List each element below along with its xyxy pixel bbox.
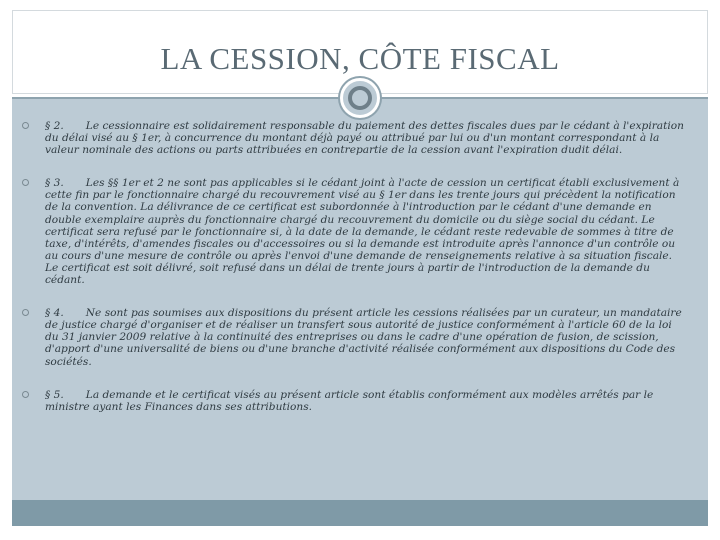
list-item <box>20 120 688 156</box>
ring-ornament-icon <box>340 78 380 118</box>
paragraph-number: § 3. <box>45 177 64 190</box>
list-item <box>20 307 688 367</box>
bottom-bar <box>12 500 708 526</box>
list-item <box>20 177 688 286</box>
paragraph-text: Le cessionnaire est solidairement responsable du paiement des dettes fiscales dues par le cédant à l'expiration du délai visé au § 1er, à concurrence du montant déjà payé ou attribué par lui ou d'un montant correspondant à la valeur nominale des actions ou parts attribuées en contrepartie de la cession avant l'expiration dudit délai. <box>45 120 684 157</box>
paragraph-text: Ne sont pas soumises aux dispositions du présent article les cessions réalisées par un curateur, un mandataire de justice chargé d'organiser et de réaliser un transfert sous autorité de justice conformément à l'article 60 de la loi du 31 janvier 2009 relative à la continuité des entreprises ou dans le cadre d'une opération de fusion, de scission, d'apport d'une universalité de biens ou d'une branche d'activité réalisée conformément aux dispositions du Code des sociétés. <box>45 307 682 368</box>
slide-title: LA CESSION, CÔTE FISCAL <box>160 41 560 76</box>
ring-inner <box>348 86 372 110</box>
bullet-circle-icon <box>22 309 29 316</box>
bullet-circle-icon <box>22 122 29 129</box>
paragraph-number: § 2. <box>45 120 64 132</box>
paragraph-text: Les §§ 1er et 2 ne sont pas applicables si le cédant joint à l'acte de cession un certificat établi exclusivement à cette fin par le fonctionnaire chargé du recouvrement visé au § 1er dans les trente jours qui précèdent la notification de la convention. La délivrance de ce certificat est subordonnée à l'introduction par le cédant d'une demande en double exemplaire auprès du fonctionnaire chargé du recouvrement du domicile ou du siège social du cédant. Le certificat sera refusé par le fonctionnaire si, à la date de la demande, le cédant reste redevable de sommes à titre de taxe, d'intérêts, d'amendes fiscales ou d'accessoires ou si la demande est introduite après l'annonce d'un contrôle ou au cours d'une mesure de contrôle ou après l'envoi d'une demande de renseignements relative à sa situation fiscale. Le certificat est soit délivré, soit refusé dans un délai de trente jours à partir de l'introduction de la demande du cédant. <box>45 177 680 287</box>
paragraph-text: La demande et le certificat visés au présent article sont établis conformément aux modèles arrêtés par le ministre ayant les Finances dans ses attributions. <box>45 388 654 413</box>
bullet-circle-icon <box>22 391 29 398</box>
bullet-circle-icon <box>22 179 29 186</box>
paragraph-number: § 4. <box>45 307 64 320</box>
list-item <box>20 389 688 413</box>
paragraph-list <box>20 120 688 434</box>
paragraph-number: § 5. <box>45 388 64 401</box>
